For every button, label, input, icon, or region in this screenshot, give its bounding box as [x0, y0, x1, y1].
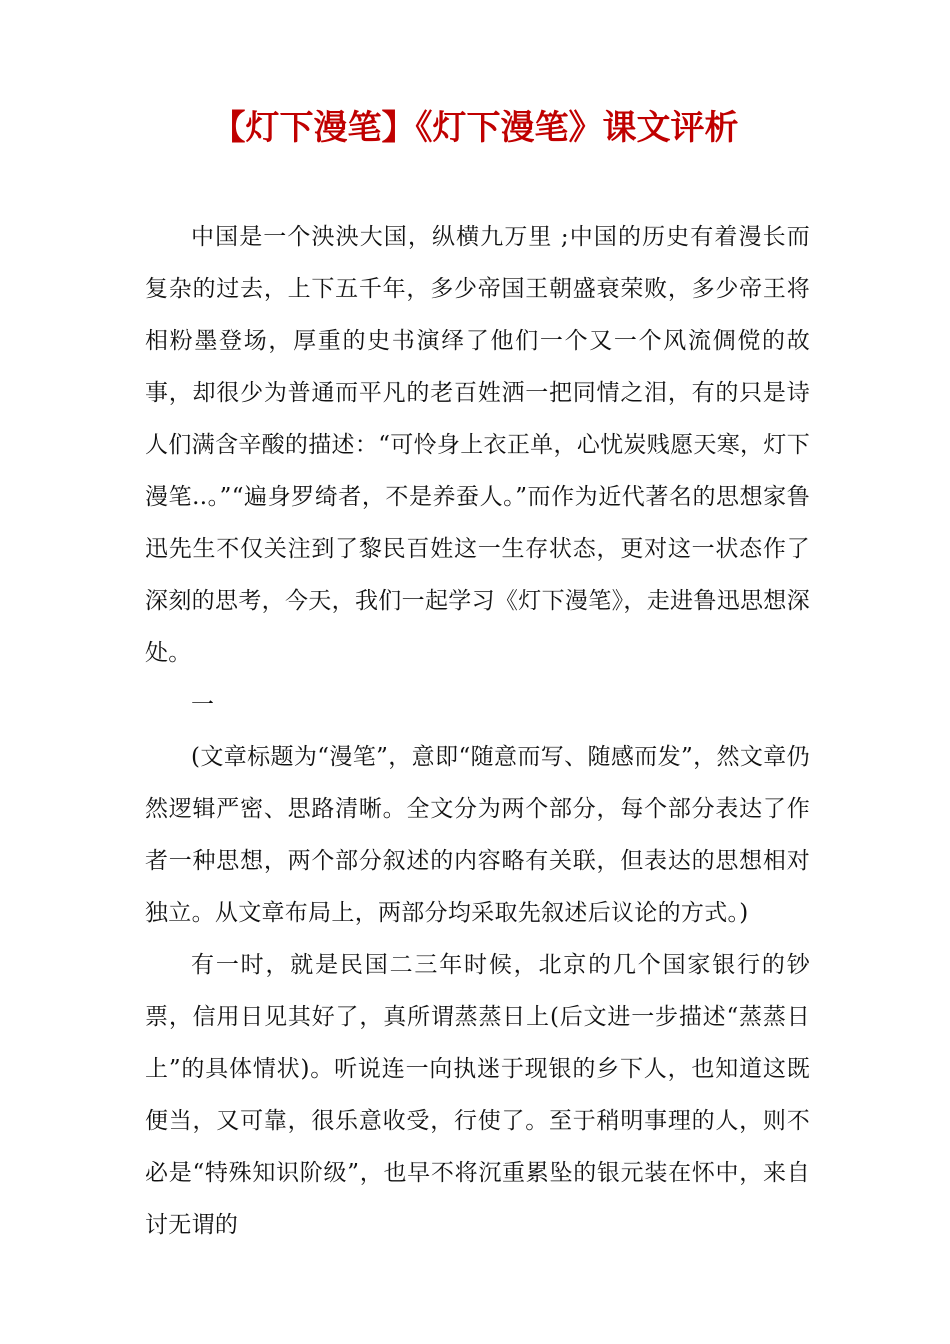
document-body — [145, 211, 810, 1251]
paragraph-intro: 中国是一个泱泱大国，纵横九万里 ;中国的历史有着漫长而复杂的过去，上下五千年，多少帝国王朝盛衰荣败，多少帝王将相粉墨登场，厚重的史书演绎了他们一个又一个风流倜傥的故事，却很少为普通而平凡的老百姓洒一把同情之泪，有的只是诗人们满含辛酸的描述：“可怜身上衣正单，心忧炭贱愿天寒，灯下漫笔..。”“遍身罗绮者，不是养蚕人。”而作为近代著名的思想家鲁迅先生不仅关注到了黎民百姓这一生存状态，更对这一状态作了深刻的思考，今天，我们一起学习《灯下漫笔》，走进鲁迅思想深处。 — [145, 224, 810, 666]
paragraph-banknotes: 有一时，就是民国二三年时候，北京的几个国家银行的钞票，信用日见其好了，真所谓蒸蒸日上(后文进一步描述“蒸蒸日上”的具体情状)。听说连一向执迷于现银的乡下人，也知道这既便当，又可靠，很乐意收受，行使了。至于稍明事理的人，则不必是“特殊知识阶级”，也早不将沉重累坠的银元装在怀中，来自讨无谓的 — [145, 952, 810, 1238]
document-title: 【灯下漫笔】《灯下漫笔》课文评析 — [211, 108, 739, 148]
paragraph-structure-note: (文章标题为“漫笔”，意即“随意而写、随感而发”，然文章仍然逻辑严密、思路清晰。全文分为两个部分，每个部分表达了作者一种思想，两个部分叙述的内容略有关联，但表达的思想相对独立。从文章布局上，两部分均采取先叙述后议论的方式。) — [145, 744, 810, 926]
section-number: 一 — [191, 692, 215, 718]
